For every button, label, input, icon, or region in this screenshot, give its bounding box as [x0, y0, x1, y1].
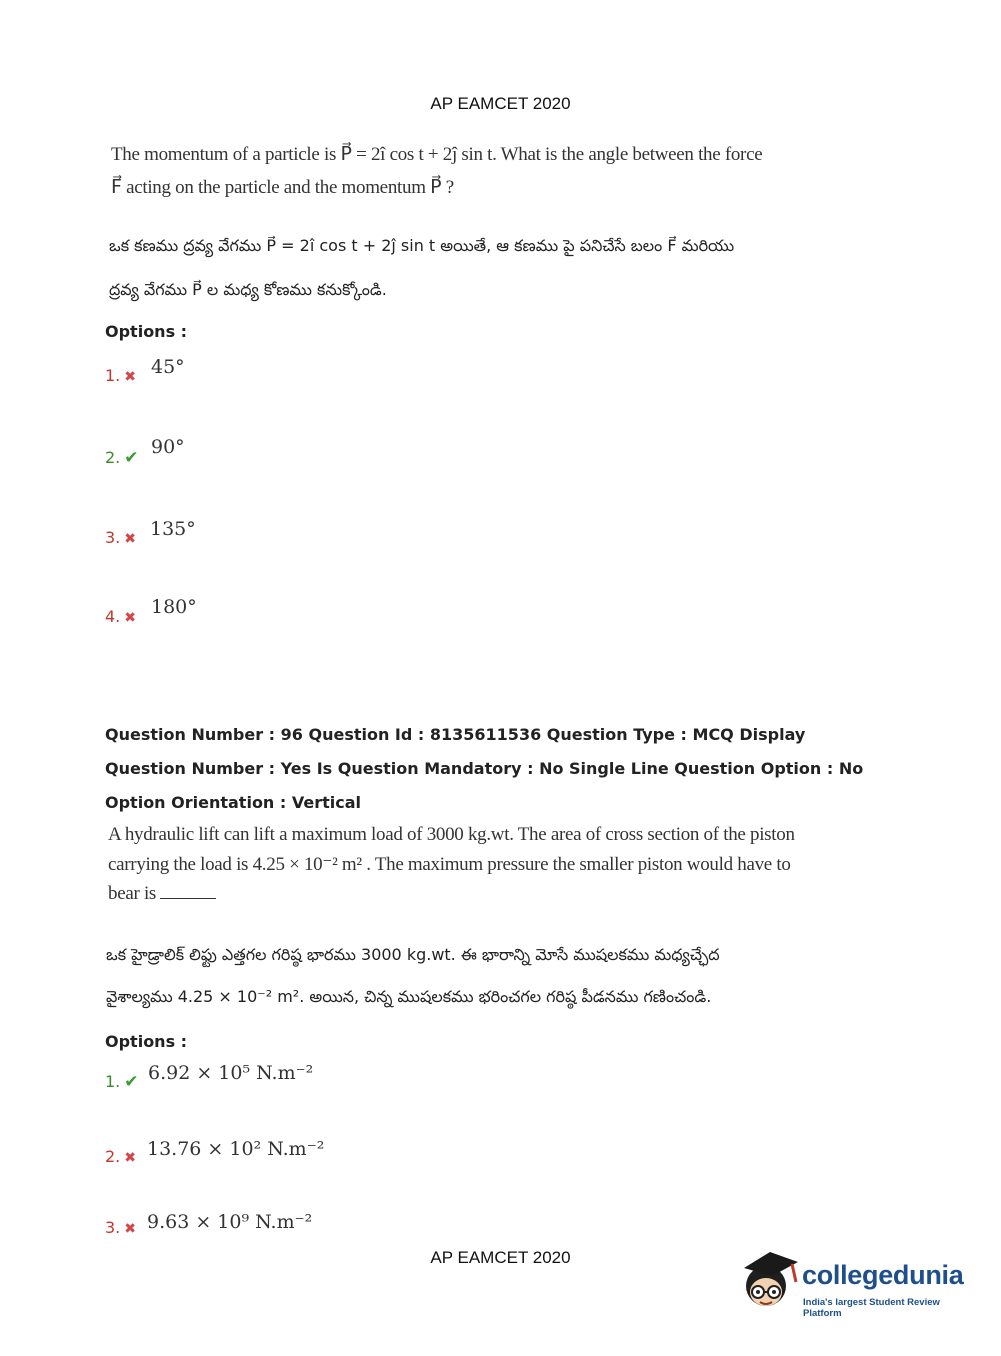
question-2-telugu-line-2: వైశాల్యము 4.25 × 10⁻² m². అయిన, చిన్న ముషలకము భరించగల గరిష్ఠ పీడనము గణించండి.: [106, 987, 712, 1006]
question-2-english: [108, 820, 828, 909]
question-2-english-line-1: A hydraulic lift can lift a maximum load of 3000 kg.wt. The area of cross section of the piston: [108, 824, 795, 845]
question-2-option-1: [105, 1072, 139, 1092]
question-2-english-line-3: [108, 879, 828, 909]
question-2-meta: Question Number : 96 Question Id : 8135611536 Question Type : MCQ Display Question Number : Yes Is Question Mandatory : No Single Line Question Option : No Option Orientation : Vertical: [105, 725, 864, 812]
question-2-english-line-2: carrying the load is 4.25 × 10⁻² m² . The maximum pressure the smaller piston would have to: [108, 853, 791, 875]
question-1-option-1-value: 45°: [151, 356, 185, 378]
question-1-option-3-value: 135°: [150, 518, 196, 540]
cross-icon: ✖: [124, 610, 136, 626]
option-number: 1.: [105, 366, 121, 385]
option-number: 2.: [105, 1147, 121, 1166]
question-2-options-label: Options :: [105, 1032, 188, 1051]
mascot-icon: [740, 1248, 804, 1314]
cross-icon: ✖: [124, 531, 136, 547]
question-1-option-3: [105, 528, 136, 547]
question-2-option-2: [105, 1147, 136, 1166]
question-1-telugu: [109, 224, 869, 312]
question-2-english-line-3-text: bear is: [108, 883, 157, 904]
question-1-english-line-2: F⃗ acting on the particle and the momentum P⃗ ?: [111, 177, 454, 198]
question-2-option-3: [105, 1218, 136, 1237]
question-2-telugu: [106, 934, 846, 1018]
option-number: 3.: [105, 1218, 121, 1237]
question-1-options-label: Options :: [105, 322, 188, 341]
cross-icon: ✖: [124, 369, 136, 385]
check-icon: ✔: [124, 448, 139, 468]
collegedunia-logo: [740, 1248, 975, 1318]
question-1-option-2-value: 90°: [151, 436, 185, 458]
option-number: 3.: [105, 528, 121, 547]
logo-wordmark: collegedunia: [802, 1260, 964, 1290]
question-2-telugu-line-1: ఒక హైడ్రాలిక్ లిఫ్టు ఎత్తగల గరిష్ఠ భారము 3000 kg.wt. ఈ భారాన్ని మోసే ముషలకము మధ్యచ్ఛేద: [106, 945, 720, 964]
page-footer: AP EAMCET 2020: [430, 1248, 571, 1267]
option-number: 4.: [105, 607, 121, 626]
question-1-option-2: [105, 448, 139, 468]
logo-tagline: India's largest Student Review Platform: [803, 1297, 940, 1319]
cross-icon: ✖: [124, 1221, 136, 1237]
question-1-english-line-1: The momentum of a particle is P⃗ = 2î cos t + 2ĵ sin t. What is the angle between the force: [111, 144, 763, 165]
question-2-option-2-value: 13.76 × 10² N.m⁻²: [147, 1138, 325, 1160]
question-1-option-4: [105, 607, 136, 626]
answer-blank: [160, 884, 216, 899]
option-number: 2.: [105, 448, 121, 467]
check-icon: ✔: [124, 1072, 139, 1092]
question-2-option-1-value: 6.92 × 10⁵ N.m⁻²: [148, 1062, 314, 1084]
cross-icon: ✖: [124, 1150, 136, 1166]
page-header: AP EAMCET 2020: [430, 94, 571, 113]
question-1-option-1: [105, 366, 136, 385]
question-1-option-4-value: 180°: [151, 596, 197, 618]
question-1-telugu-line-2: ద్రవ్య వేగము P⃗ ల మధ్య కోణము కనుక్కోండి.: [109, 280, 387, 299]
question-1-telugu-line-1: ఒక కణము ద్రవ్య వేగము P⃗ = 2î cos t + 2ĵ sin t అయితే, ఆ కణము పై పనిచేసే బలం F⃗ మరియు: [109, 236, 735, 255]
question-2-option-3-value: 9.63 × 10⁹ N.m⁻²: [147, 1211, 313, 1233]
option-number: 1.: [105, 1072, 121, 1091]
question-1-english: [111, 138, 831, 204]
